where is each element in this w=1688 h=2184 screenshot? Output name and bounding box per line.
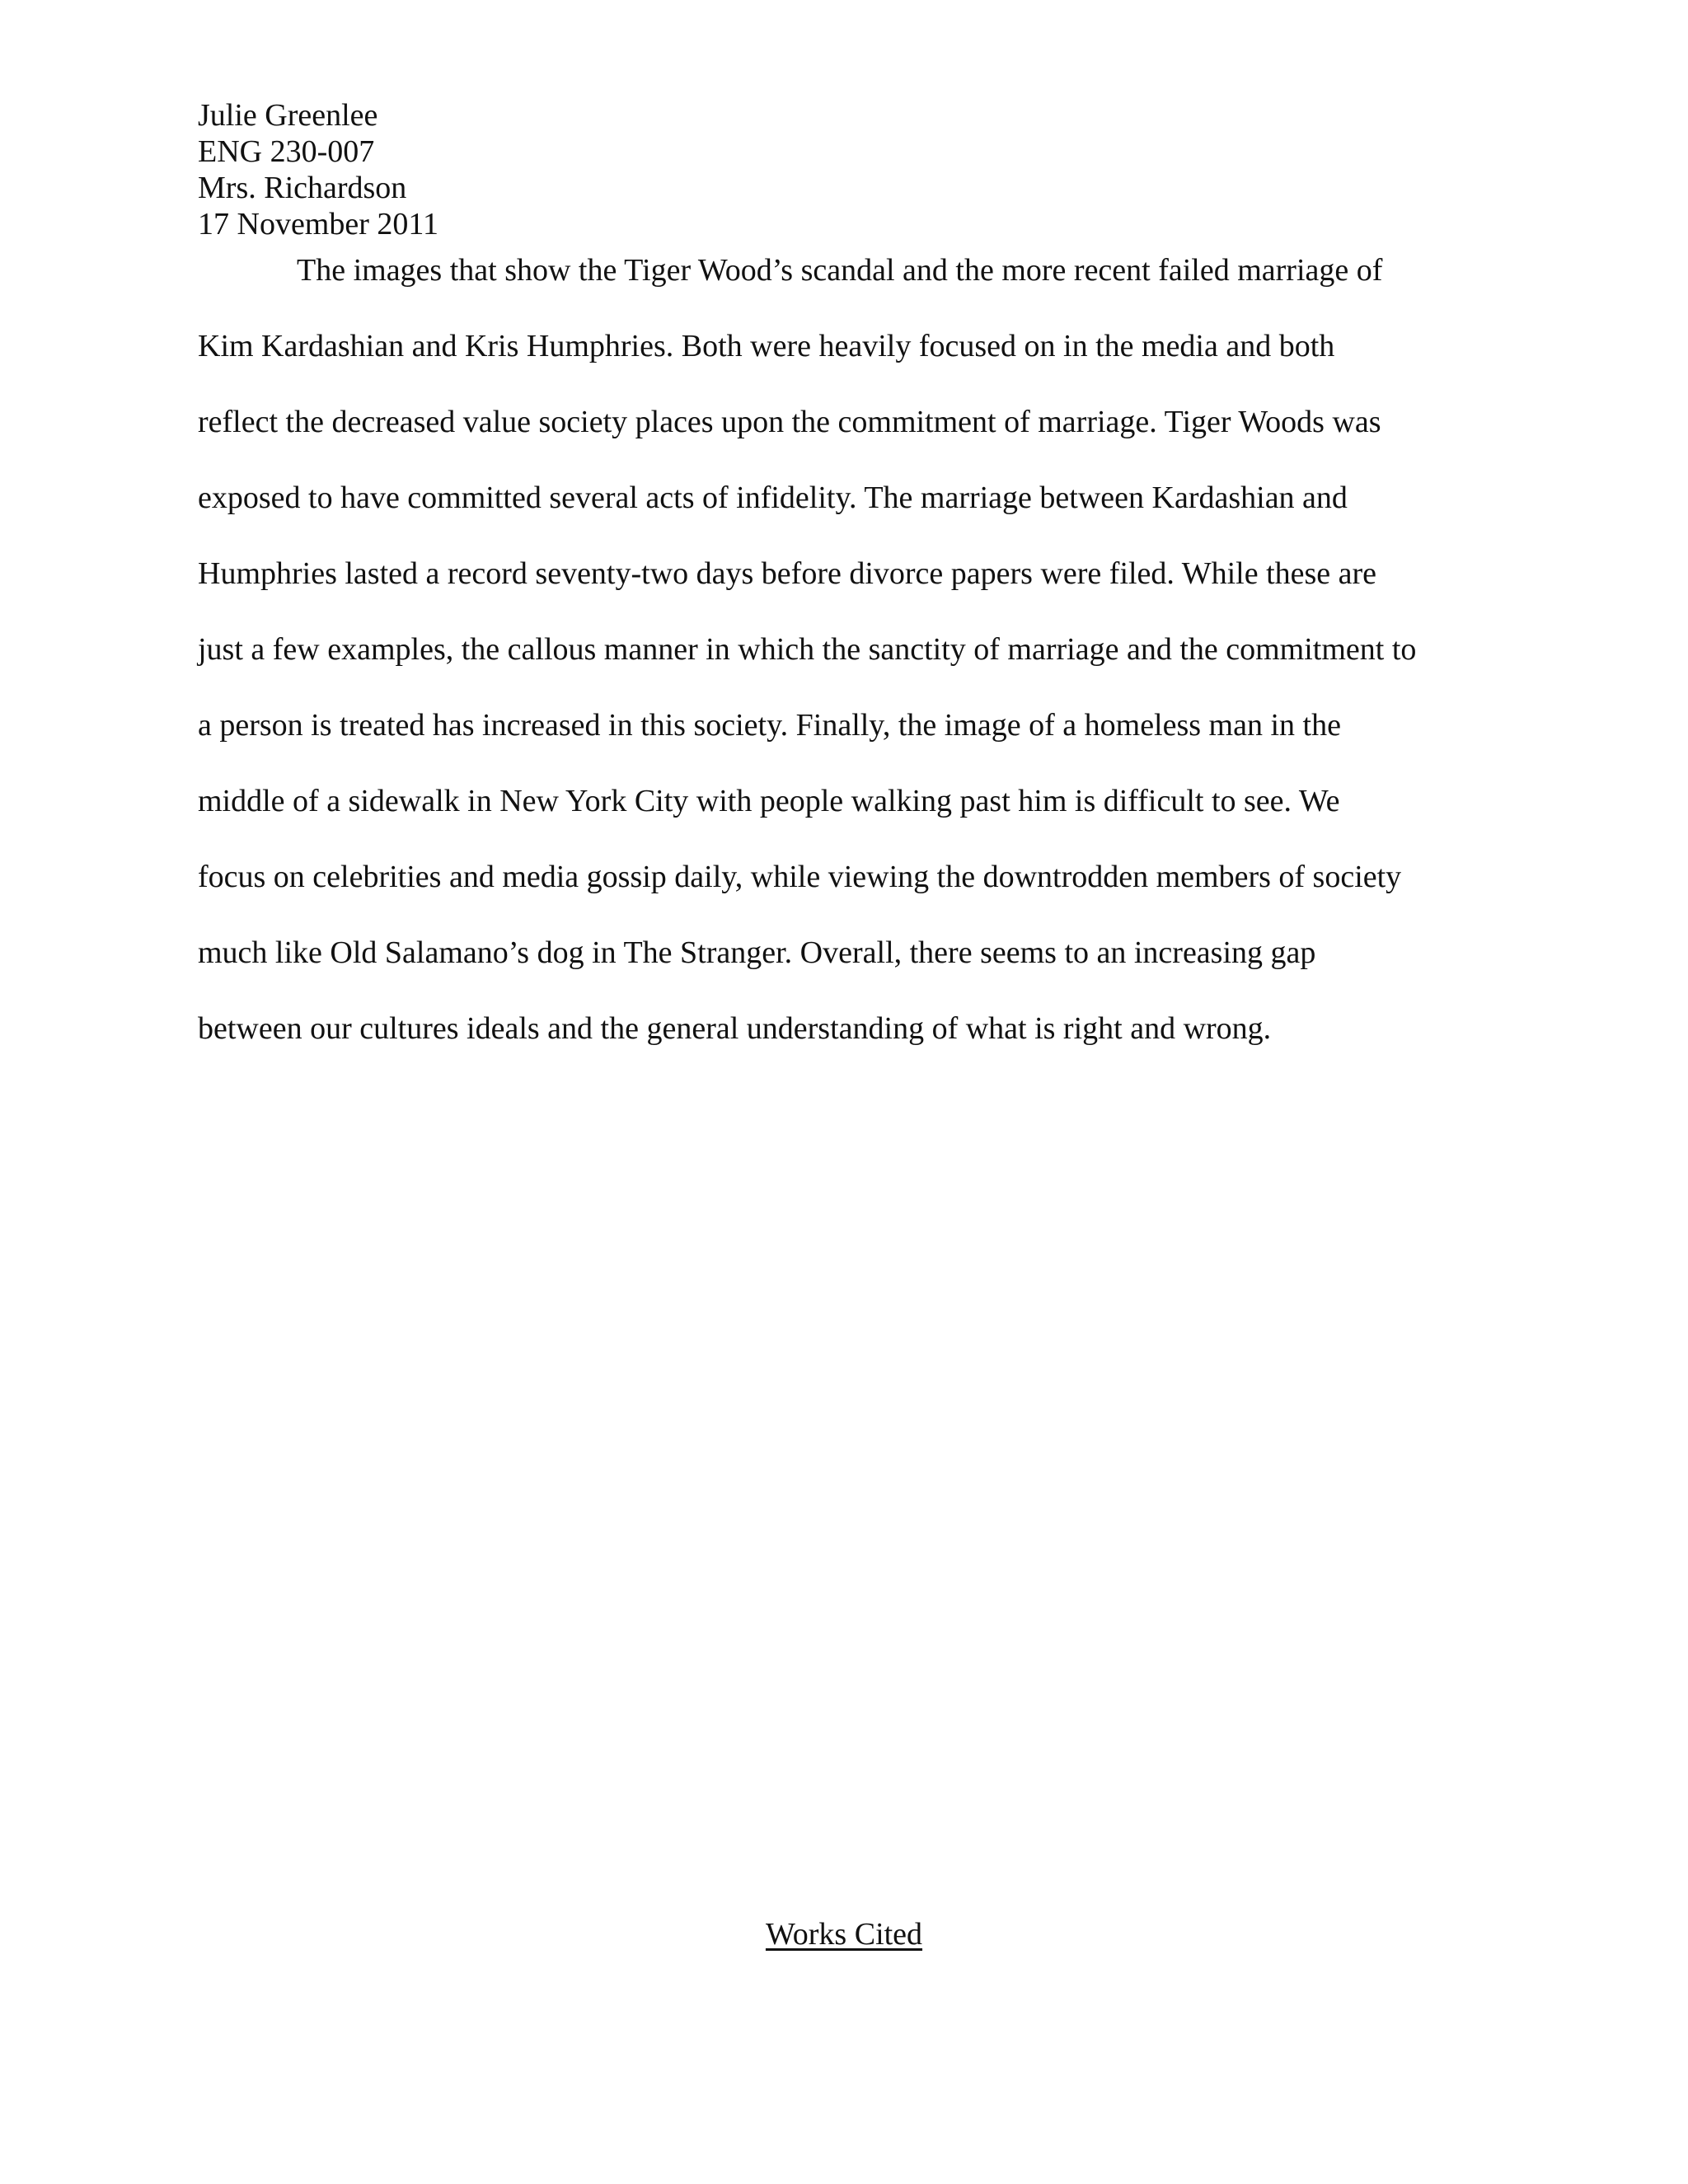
paragraph-line: much like Old Salamano’s dog in The Stranger. Overall, there seems to an increasing gap [198,935,1316,970]
instructor-name: Mrs. Richardson [198,171,407,205]
works-cited-heading: Works Cited [765,1917,923,1952]
paragraph-line: a person is treated has increased in this society. Finally, the image of a homeless man in the [198,708,1341,743]
paragraph-line: Humphries lasted a record seventy-two days before divorce papers were filed. While these are [198,556,1377,591]
works-cited-section [0,1914,1688,1955]
paragraph-line: just a few examples, the callous manner in which the sanctity of marriage and the commitment to [198,632,1417,667]
paragraph-line: focus on celebrities and media gossip daily, while viewing the downtrodden members of society [198,860,1402,894]
author-name: Julie Greenlee [198,98,378,133]
paragraph-line: Kim Kardashian and Kris Humphries. Both were heavily focused on in the media and both [198,329,1335,363]
paragraph-line: middle of a sidewalk in New York City with people walking past him is difficult to see. We [198,784,1340,818]
paragraph-line: between our cultures ideals and the general understanding of what is right and wrong. [198,1011,1272,1046]
submission-date: 17 November 2011 [198,207,438,241]
paragraph-line: The images that show the Tiger Wood’s scandal and the more recent failed marriage of [297,253,1383,288]
course-number: ENG 230-007 [198,134,375,169]
paragraph-line: reflect the decreased value society places upon the commitment of marriage. Tiger Woods was [198,405,1381,439]
essay-paragraph [198,246,1566,1080]
mla-heading [198,97,438,242]
paragraph-line: exposed to have committed several acts of infidelity. The marriage between Kardashian and [198,480,1348,515]
